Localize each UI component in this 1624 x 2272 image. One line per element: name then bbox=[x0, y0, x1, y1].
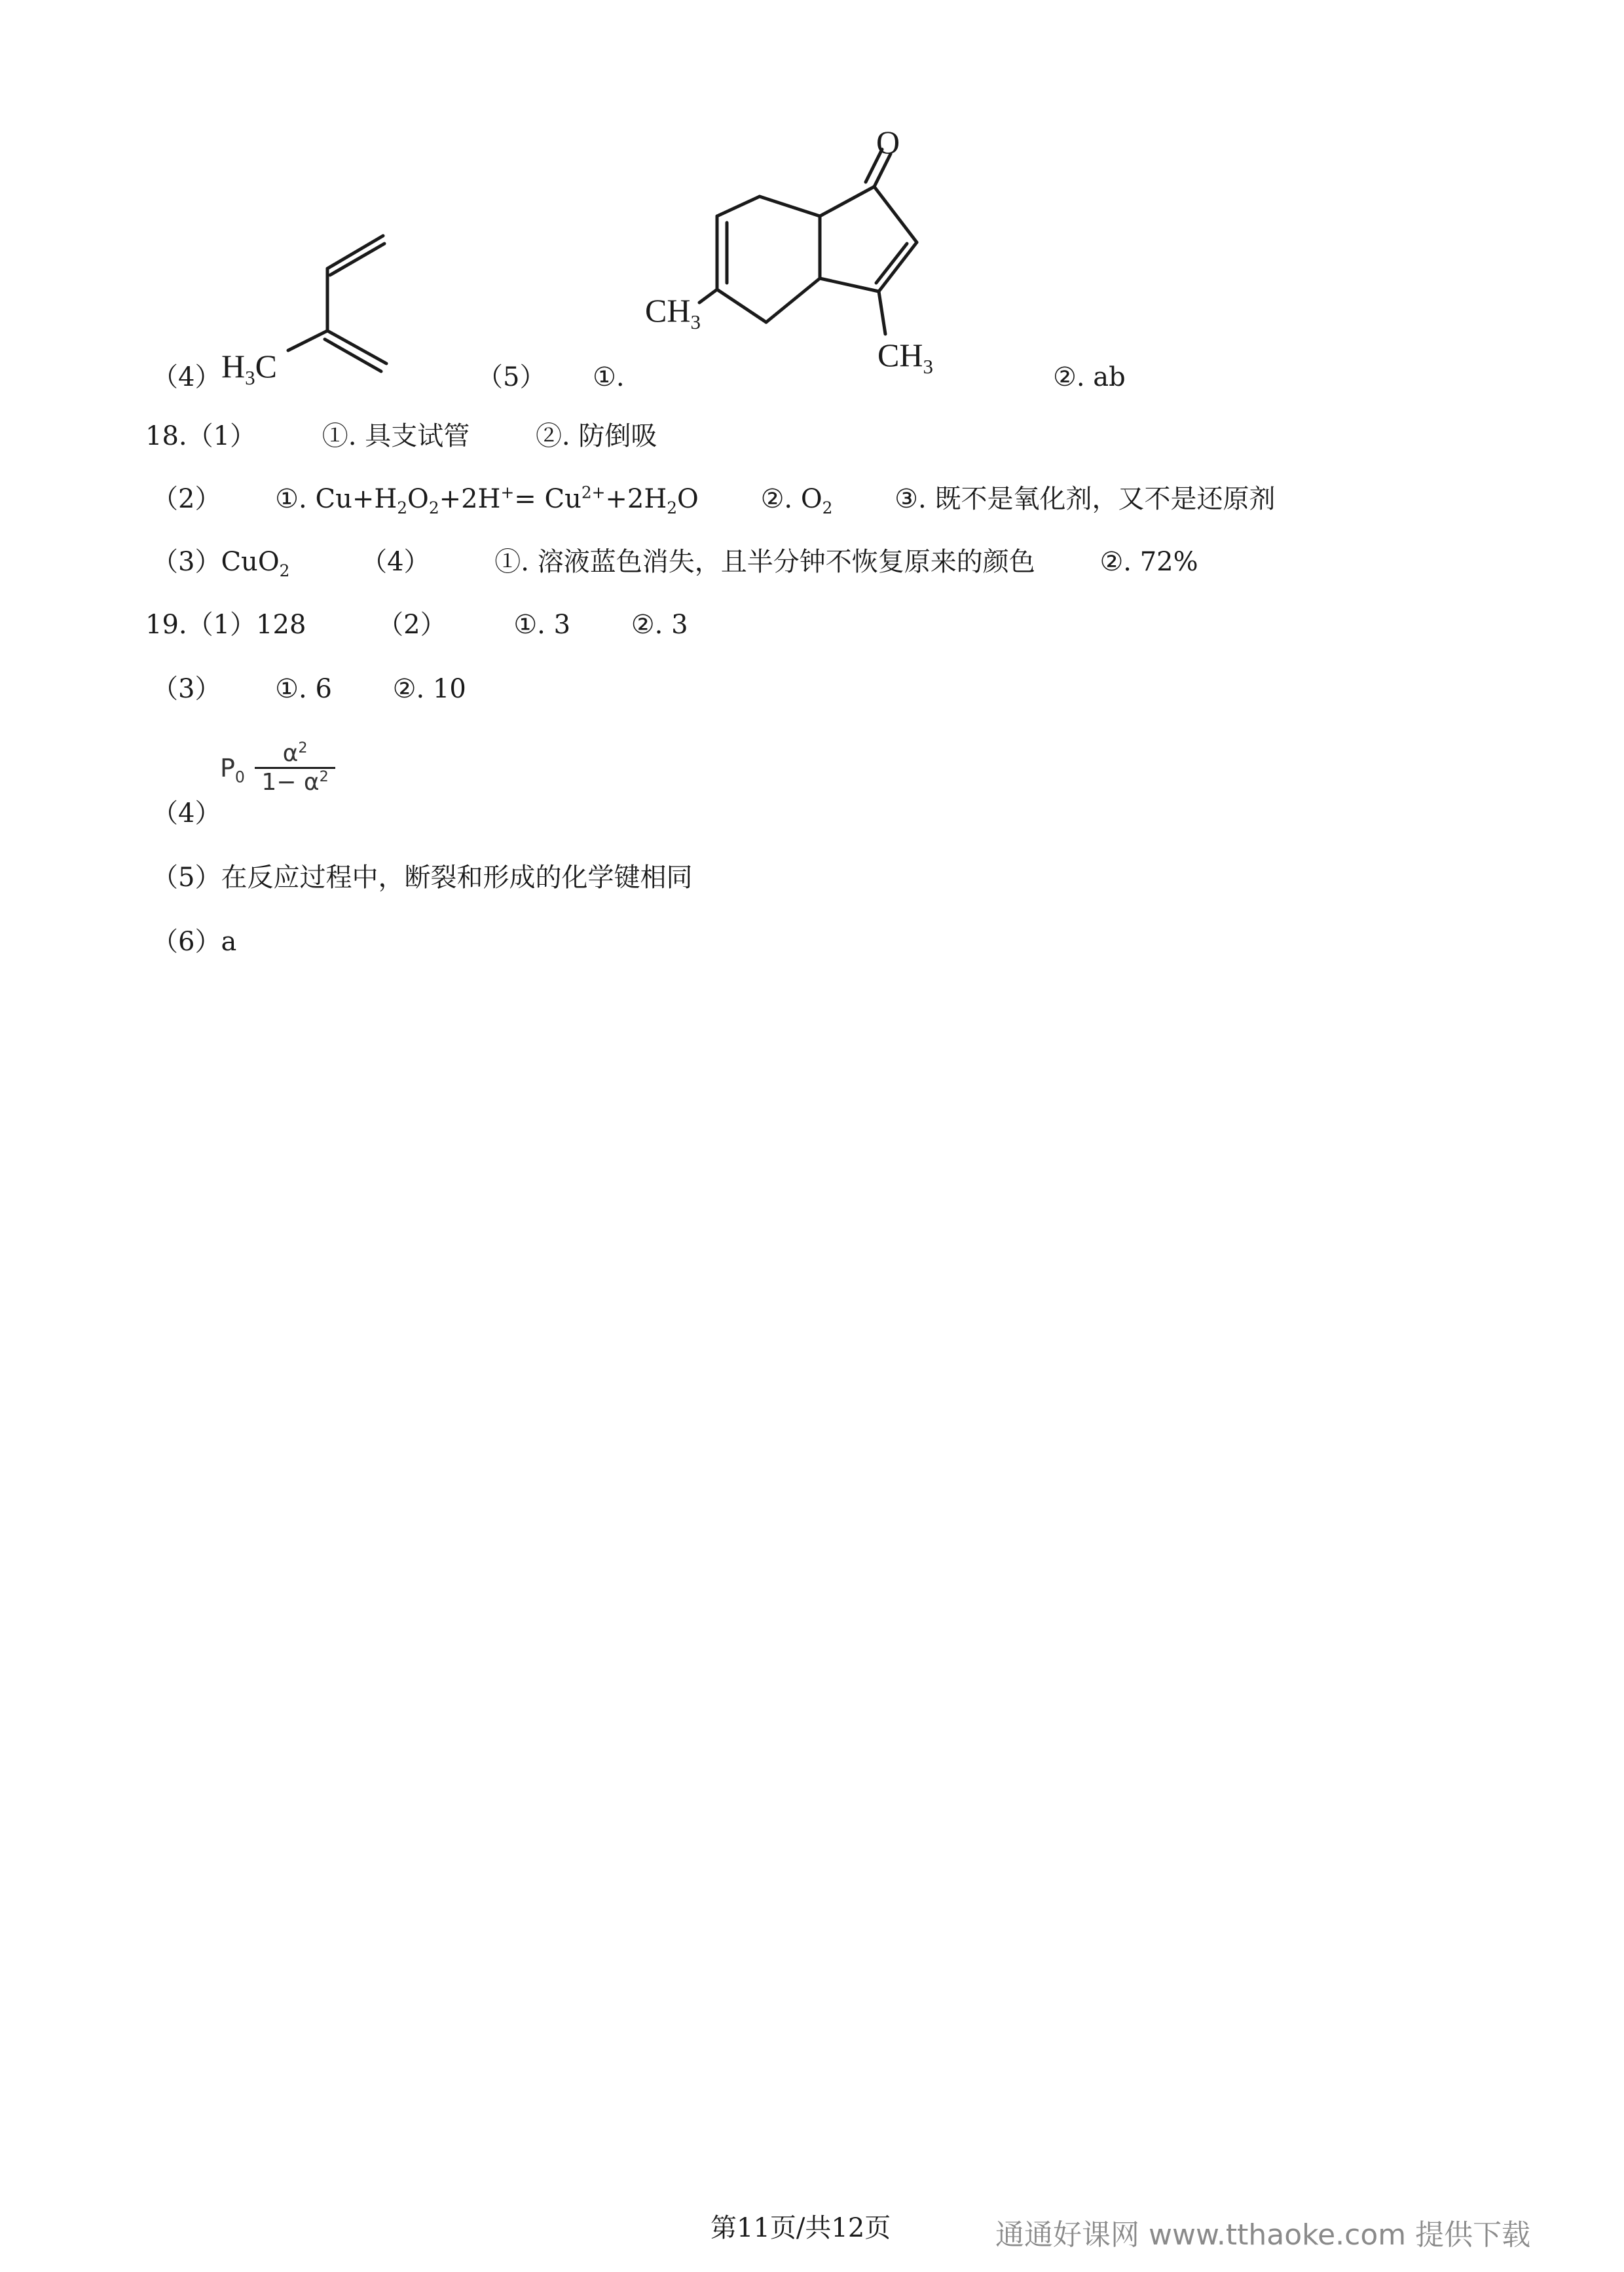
q19-1-answer: 19.（1）128 bbox=[145, 610, 306, 640]
q19-6-answer: （6）a bbox=[152, 927, 237, 957]
q17-part5-label: （5） bbox=[477, 362, 546, 392]
q17-part5-choice2: ②. ab bbox=[1053, 362, 1126, 392]
isoprene-structure bbox=[262, 223, 406, 380]
q19-line2 bbox=[152, 676, 466, 702]
q19-3-answer-b: ②. 10 bbox=[392, 674, 466, 704]
q18-line1 bbox=[145, 423, 657, 449]
q19-line1 bbox=[145, 612, 688, 638]
left-methyl-label: $CH_3$ bbox=[645, 292, 701, 333]
isoprene-h3c-label: $H_3C$ bbox=[221, 348, 277, 389]
q17-part5-choice1: ①. bbox=[593, 362, 625, 392]
q19-3-answer-a: ①. 6 bbox=[275, 674, 332, 704]
q18-line2 bbox=[152, 483, 1276, 517]
q18-4-label: （4） bbox=[361, 547, 430, 577]
q18-1-answer-a: ①. 具支试管 bbox=[322, 421, 470, 451]
q18-2-answer-c: ③. 既不是氧化剂，又不是还原剂 bbox=[895, 484, 1276, 514]
q19-2-answer-b: ②. 3 bbox=[631, 610, 688, 640]
q18-4-answer-a: ①. 溶液蓝色消失，且半分钟不恢复原来的颜色 bbox=[494, 547, 1035, 577]
q19-5-answer: （5）在反应过程中，断裂和形成的化学键相同 bbox=[152, 863, 693, 893]
formula-fraction bbox=[255, 740, 335, 796]
right-methyl-label: $CH_3$ bbox=[877, 337, 933, 378]
q18-4-answer-b: ②. 72% bbox=[1099, 547, 1198, 577]
formula-p0: $P_0$ bbox=[220, 753, 245, 787]
q18-3-answer: （3）CuO$_2$ bbox=[152, 547, 290, 580]
q18-2-answer-b: ②. $O_2$ bbox=[760, 484, 833, 517]
q19-3-label: （3） bbox=[152, 674, 221, 704]
q19-2-answer-a: ①. 3 bbox=[513, 610, 571, 640]
ketone-oxygen-label: O bbox=[876, 124, 900, 160]
page-number: 第11页/共12页 bbox=[710, 2213, 891, 2243]
q18-number: 18.（1） bbox=[145, 421, 257, 451]
watermark-text: 通通好课网 www.tthaoke.com 提供下载 bbox=[995, 2218, 1531, 2252]
q19-2-label: （2） bbox=[377, 610, 447, 640]
q19-4-label: （4） bbox=[152, 798, 221, 829]
q18-1-answer-b: ②. 防倒吸 bbox=[535, 421, 657, 451]
q18-2-label: （2） bbox=[152, 484, 221, 514]
bicyclic-ketone-structure bbox=[655, 118, 982, 380]
q19-4-formula bbox=[220, 740, 335, 796]
q17-part4-label: （4） bbox=[152, 362, 221, 392]
formula-numerator: $\alpha^2$ bbox=[282, 739, 308, 767]
q18-line3 bbox=[152, 547, 1198, 580]
formula-denominator: $1- \alpha^2$ bbox=[255, 767, 335, 796]
q18-2-equation: ①. $Cu+H_2O_2+2H^+= Cu^{2+}+2H_2O$ bbox=[275, 483, 699, 517]
